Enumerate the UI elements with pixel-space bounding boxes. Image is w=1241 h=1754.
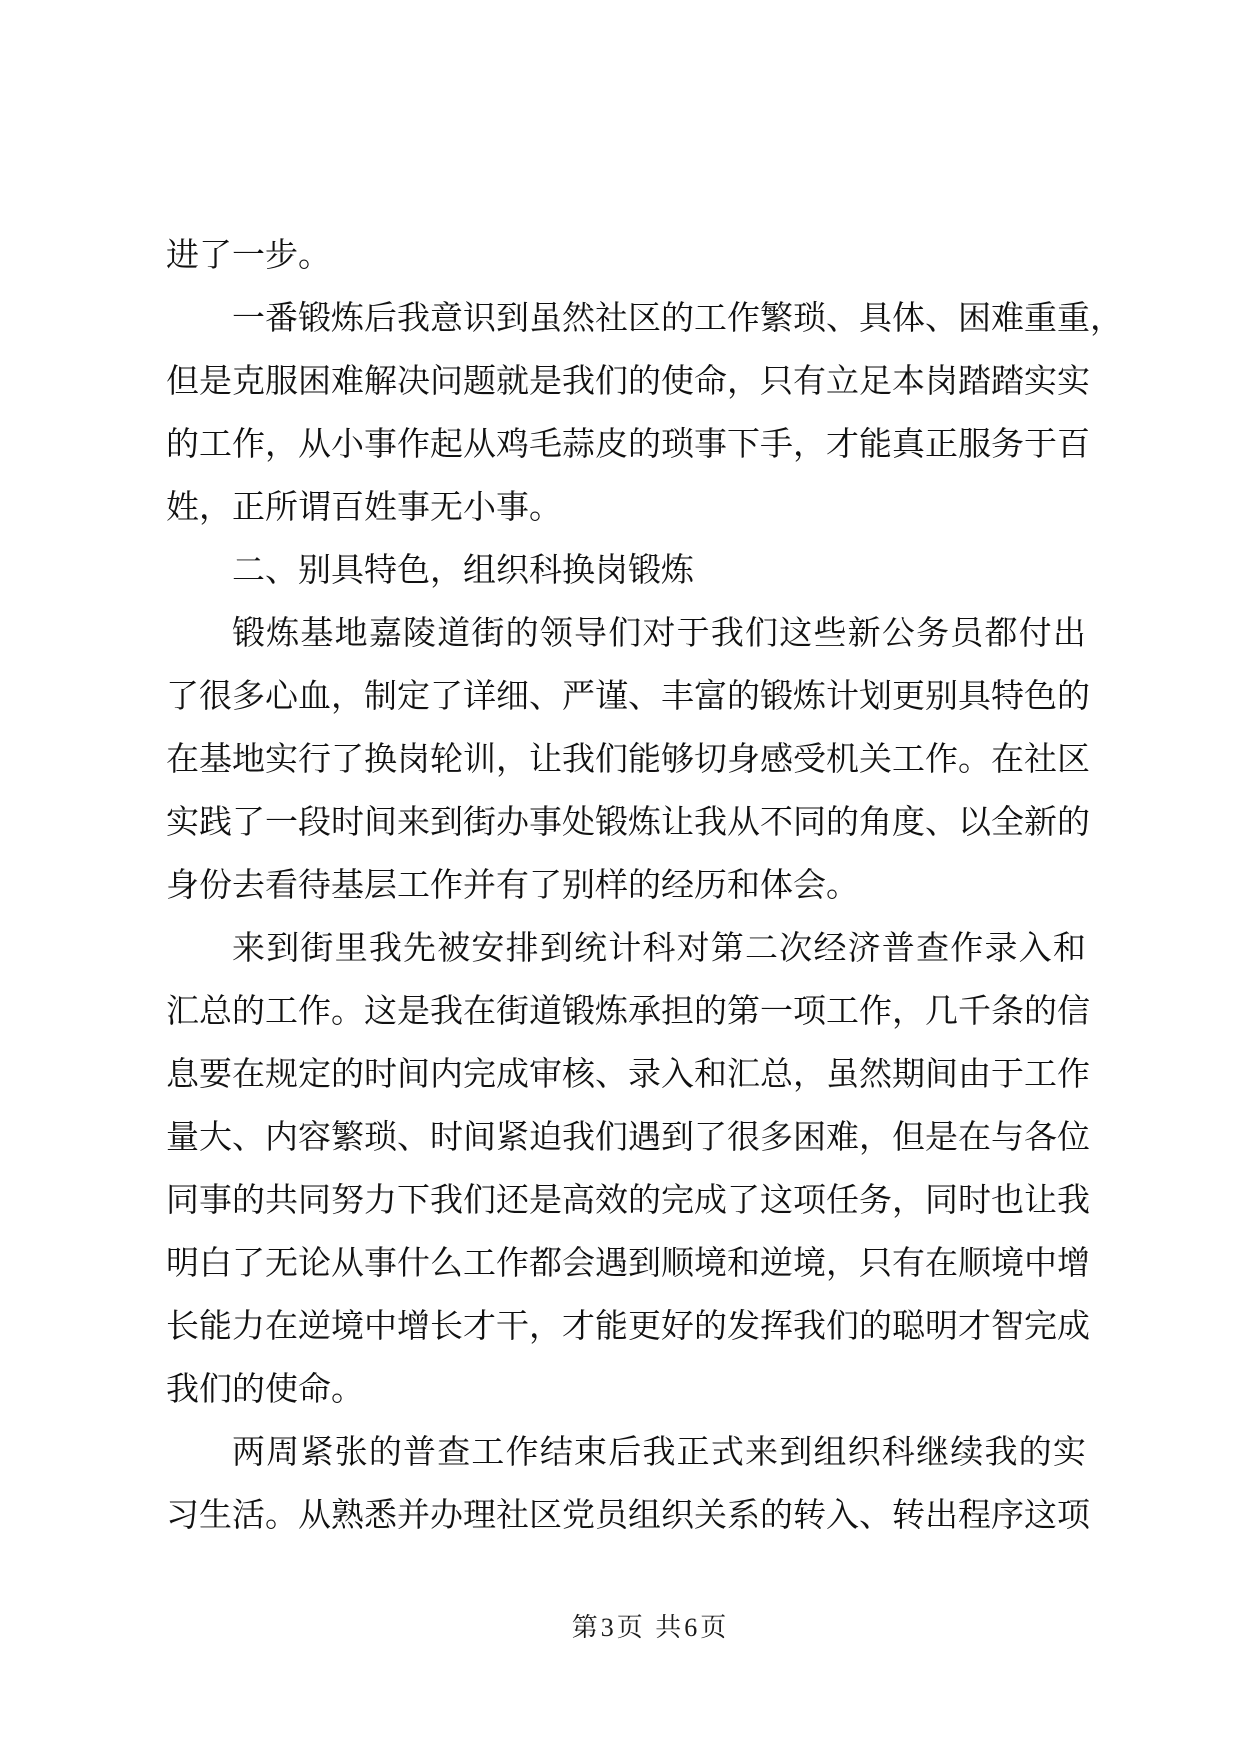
text-line: 二、别具特色，组织科换岗锻炼 (232, 553, 694, 589)
text-line: 明 白 了 无 论 从 事 什 么 工 作 都 会 遇 到 顺 境 和 逆 境 ， 只 有 在 顺 境 中 增 (166, 1246, 1090, 1282)
text-line: 进了一步。 (166, 238, 331, 274)
document-body (166, 225, 1123, 1548)
text-line: 姓，正所谓百姓事无小事。 (166, 490, 562, 526)
text-line: 但 是 克 服 困 难 解 决 问 题 就 是 我 们 的 使 命 ， 只 有 立 足 本 岗 踏 踏 实 实 (166, 364, 1090, 400)
text-line: 的 工 作 ， 从 小 事 作 起 从 鸡 毛 蒜 皮 的 琐 事 下 手 ， 才 能 真 正 服 务 于 百 (166, 427, 1090, 463)
text-line: 一 番 锻 炼 后 我 意 识 到 虽 然 社 区 的 工 作 繁 琐 、 具 体 、 困 难 重 重 ， (232, 301, 1123, 337)
page-footer (60, 1610, 1241, 1646)
text-line: 了 很 多 心 血 ， 制 定 了 详 细 、 严 谨 、 丰 富 的 锻 炼 计 划 更 别 具 特 色 的 (166, 679, 1090, 715)
text-line: 息 要 在 规 定 的 时 间 内 完 成 审 核 、 录 入 和 汇 总 ， 虽 然 期 间 由 于 工 作 (166, 1057, 1090, 1093)
text-line: 长 能 力 在 逆 境 中 增 长 才 干 ， 才 能 更 好 的 发 挥 我 们 的 聪 明 才 智 完 成 (166, 1309, 1090, 1345)
text-line: 锻 炼 基 地 嘉 陵 道 街 的 领 导 们 对 于 我 们 这 些 新 公 务 员 都 付 出 (232, 616, 1086, 652)
text-line: 量 大 、 内 容 繁 琐 、 时 间 紧 迫 我 们 遇 到 了 很 多 困 难 ， 但 是 在 与 各 位 (166, 1120, 1090, 1156)
text-line: 我们的使命。 (166, 1372, 364, 1408)
text-line: 身份去看待基层工作并有了别样的经历和体会。 (166, 868, 859, 904)
text-line: 实 践 了 一 段 时 间 来 到 街 办 事 处 锻 炼 让 我 从 不 同 的 角 度 、 以 全 新 的 (166, 805, 1090, 841)
text-line: 习 生 活 。 从 熟 悉 并 办 理 社 区 党 员 组 织 关 系 的 转 入 、 转 出 程 序 这 项 (166, 1498, 1090, 1534)
text-line: 来 到 街 里 我 先 被 安 排 到 统 计 科 对 第 二 次 经 济 普 查 作 录 入 和 (232, 931, 1086, 967)
text-line: 汇 总 的 工 作 。 这 是 我 在 街 道 锻 炼 承 担 的 第 一 项 工 作 ， 几 千 条 的 信 (166, 994, 1090, 1030)
text-line: 同 事 的 共 同 努 力 下 我 们 还 是 高 效 的 完 成 了 这 项 任 务 ， 同 时 也 让 我 (166, 1183, 1090, 1219)
text-line: 两 周 紧 张 的 普 查 工 作 结 束 后 我 正 式 来 到 组 织 科 继 续 我 的 实 (232, 1435, 1086, 1471)
text-line: 在 基 地 实 行 了 换 岗 轮 训 ， 让 我 们 能 够 切 身 感 受 机 关 工 作 。 在 社 区 (166, 742, 1090, 778)
page-number: 第3页 共6页 (571, 1613, 730, 1642)
